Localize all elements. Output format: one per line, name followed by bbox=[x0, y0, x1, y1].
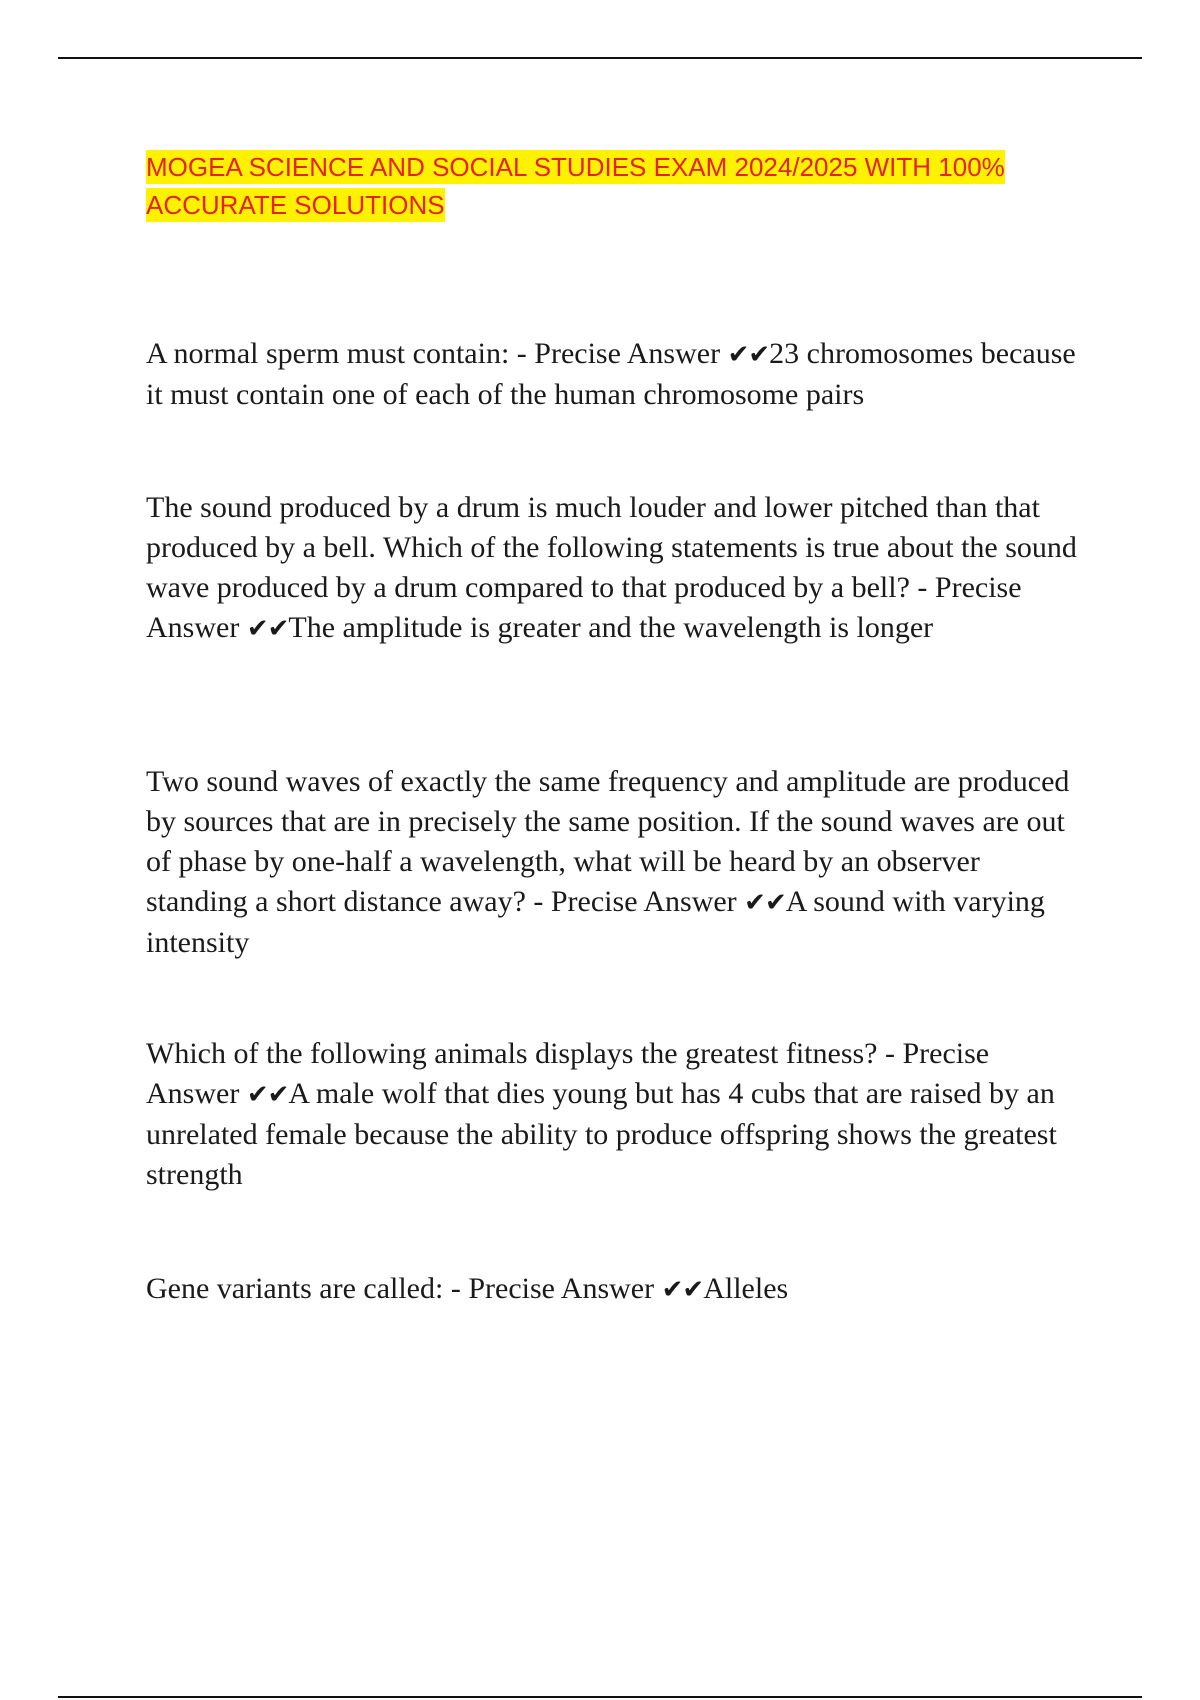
double-check-icon: ✔✔ bbox=[246, 614, 289, 644]
question-text: A normal sperm must contain: - bbox=[146, 337, 535, 370]
double-check-icon: ✔✔ bbox=[661, 1275, 704, 1305]
bottom-divider bbox=[58, 1696, 1142, 1698]
question-text: Two sound waves of exactly the same frequency and amplitude are produced by sources that are in precisely the same position. If the sound waves are out of phase by one-half a wavelength, what will be heard by an observer standing a short distance away? - bbox=[146, 765, 1070, 918]
qa-item-1 bbox=[146, 334, 1086, 415]
double-check-icon: ✔✔ bbox=[744, 888, 786, 918]
qa-item-4 bbox=[146, 1034, 1086, 1195]
answer-prefix: Precise Answer bbox=[468, 1272, 655, 1305]
qa-item-5 bbox=[146, 1269, 1086, 1310]
answer-text: The amplitude is greater and the wavelength is longer bbox=[288, 611, 934, 644]
document-title bbox=[146, 148, 1066, 224]
question-text: Gene variants are called: - bbox=[146, 1272, 469, 1305]
answer-prefix: Precise Answer bbox=[550, 885, 737, 918]
answer-text: Alleles bbox=[703, 1272, 789, 1305]
answer-prefix: Precise Answer bbox=[146, 1037, 990, 1110]
top-divider bbox=[58, 57, 1142, 59]
qa-item-3 bbox=[146, 762, 1086, 963]
question-text: Which of the following animals displays the greatest fitness? - bbox=[146, 1037, 903, 1070]
answer-prefix: Precise Answer bbox=[146, 571, 1022, 644]
answer-text: A sound with varying intensity bbox=[146, 885, 1045, 959]
title-highlight: MOGEA SCIENCE AND SOCIAL STUDIES EXAM 2024/2025 WITH 100% ACCURATE SOLUTIONS bbox=[146, 152, 1005, 220]
answer-text: 23 chromosomes because it must contain one of each of the human chromosome pairs bbox=[146, 337, 1076, 411]
double-check-icon: ✔✔ bbox=[246, 1080, 289, 1110]
double-check-icon: ✔✔ bbox=[727, 340, 770, 370]
question-text: The sound produced by a drum is much louder and lower pitched than that produced by a bell. Which of the following statements is true about the sound wave produced by a drum compared to that produced by a bell? - bbox=[146, 491, 1077, 604]
answer-text: A male wolf that dies young but has 4 cubs that are raised by an unrelated female because the ability to produce offspring shows the greatest strength bbox=[146, 1077, 1057, 1191]
qa-item-2 bbox=[146, 488, 1086, 649]
answer-prefix: Precise Answer bbox=[534, 337, 721, 370]
